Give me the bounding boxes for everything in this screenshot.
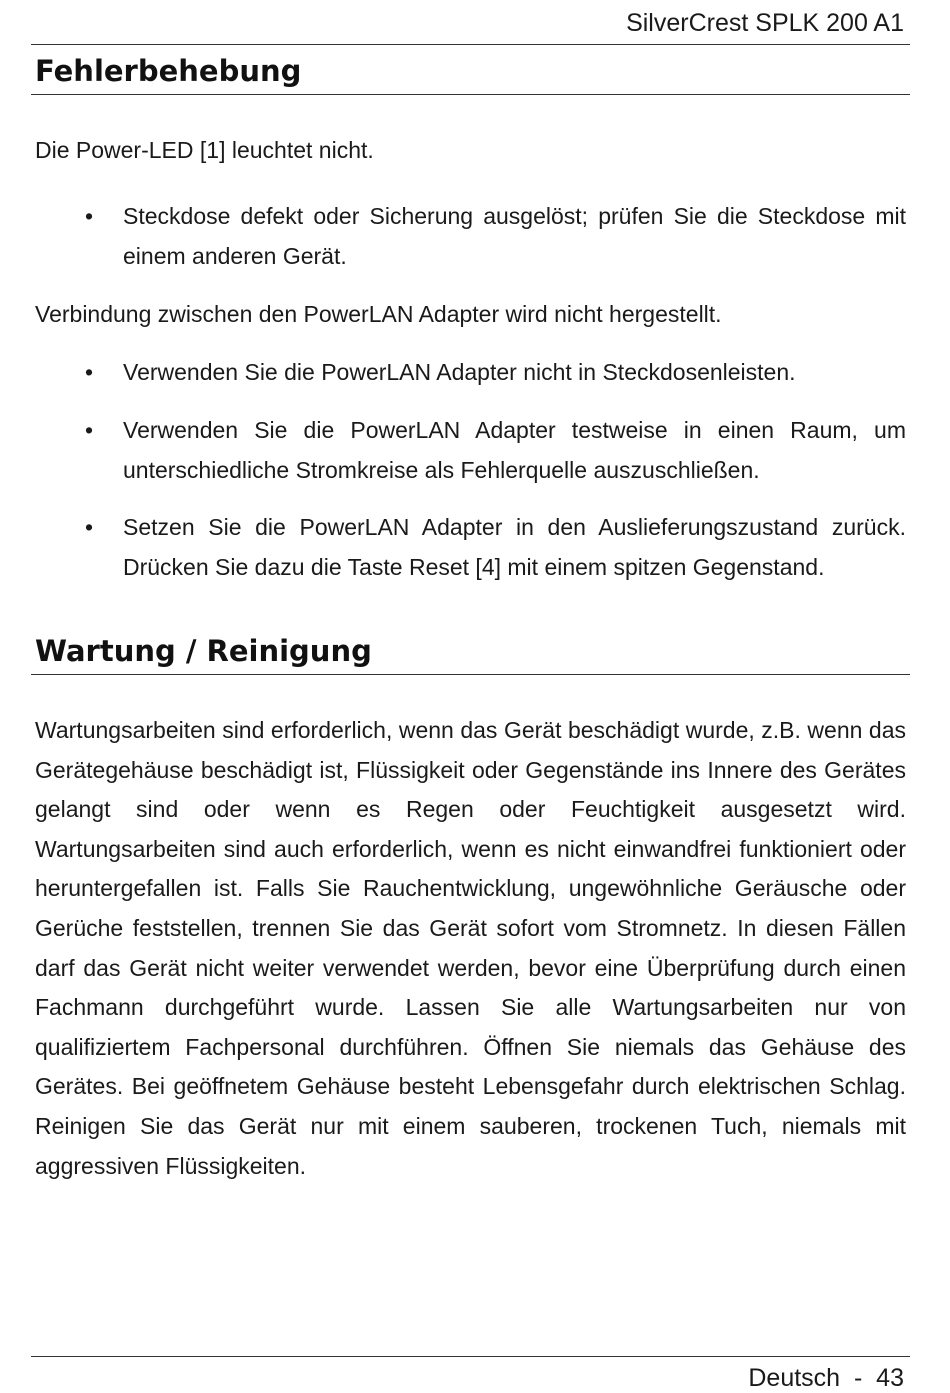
list-item (35, 411, 906, 490)
list-item (35, 508, 906, 587)
product-name: SilverCrest SPLK 200 A1 (626, 9, 904, 37)
section-title: Fehlerbehebung (35, 54, 302, 88)
bullet-icon: • (84, 203, 94, 229)
page-number: Deutsch - 43 (748, 1364, 904, 1392)
list-item (35, 353, 906, 393)
list-item (35, 197, 906, 276)
section-heading-troubleshooting (31, 52, 910, 95)
list-item-text: Verwenden Sie die PowerLAN Adapter testweise in einen Raum, um unterschiedliche Stromkreise als Fehlerquelle auszuschließen. (123, 417, 906, 483)
section-title: Wartung / Reinigung (35, 634, 372, 668)
section-heading-maintenance (31, 632, 910, 675)
page-footer (31, 1356, 910, 1392)
problem-statement-power-led: Die Power-LED [1] leuchtet nicht. (35, 137, 374, 163)
page-header (31, 0, 910, 45)
bullet-icon: • (84, 514, 94, 540)
bullet-icon: • (84, 359, 94, 385)
maintenance-body-text: Wartungsarbeiten sind erforderlich, wenn das Gerät beschädigt wurde, z.B. wenn das Gerätegehäuse beschädigt ist, Flüssigkeit oder Gegenstände ins Innere des Gerätes gelangt sind oder wenn es Regen oder Feuchtigkeit ausgesetzt wird. Wartungsarbeiten sind auch erforderlich, wenn es nicht einwandfrei funktioniert oder heruntergefallen ist. Falls Sie Rauchentwicklung, ungewöhnliche Geräusche oder Gerüche feststellen, trennen Sie das Gerät sofort vom Stromnetz. In diesen Fällen darf das Gerät nicht weiter verwendet werden, bevor eine Überprüfung durch einen Fachmann durchgeführt wurde. Lassen Sie alle Wartungsarbeiten nur von qualifiziertem Fachpersonal durchführen. Öffnen Sie niemals das Gehäuse des Gerätes. Bei geöffnetem Gehäuse besteht Lebensgefahr durch elektrischen Schlag. Reinigen Sie das Gerät nur mit einem sauberen, trockenen Tuch, niemals mit aggressiven Flüssigkeiten. (35, 717, 906, 1179)
list-item-text: Verwenden Sie die PowerLAN Adapter nicht in Steckdosenleisten. (123, 359, 796, 385)
bullet-icon: • (84, 417, 94, 443)
list-item-text: Setzen Sie die PowerLAN Adapter in den Auslieferungszustand zurück. Drücken Sie dazu die Taste Reset [4] mit einem spitzen Gegenstand. (123, 514, 906, 580)
list-item-text: Steckdose defekt oder Sicherung ausgelöst; prüfen Sie die Steckdose mit einem anderen Gerät. (123, 203, 906, 269)
problem-statement-connection: Verbindung zwischen den PowerLAN Adapter wird nicht hergestellt. (35, 301, 722, 327)
